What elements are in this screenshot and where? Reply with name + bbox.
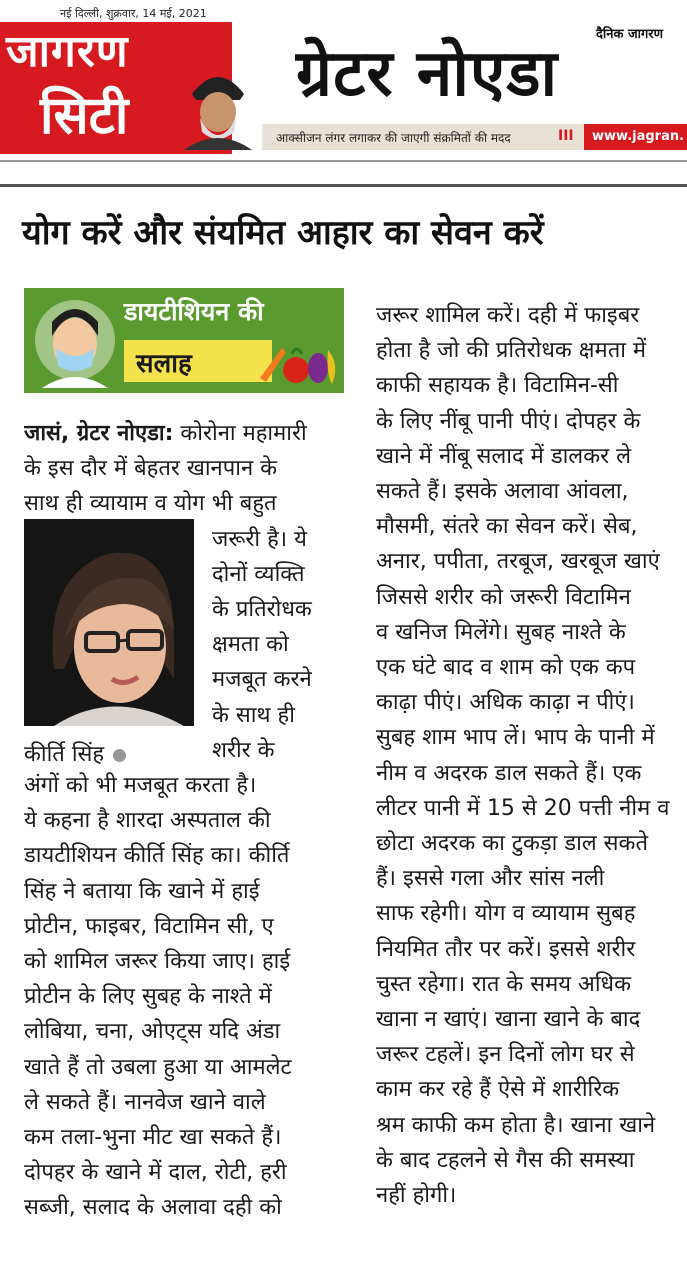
vegetables-icon xyxy=(252,334,342,390)
article-line: के लिए नींबू पानी पीएं। दोपहर के xyxy=(376,408,641,434)
article-line: श्रम काफी कम होता है। खाना खाने xyxy=(376,1112,656,1138)
article-line: अनार, पपीता, तरबूज, खरबूज खाएं xyxy=(376,549,660,575)
section-divider xyxy=(0,184,687,187)
badge-subtitle: सलाह xyxy=(136,349,192,379)
article-line: साफ रहेगी। योग व व्यायाम सुबह xyxy=(376,901,636,927)
article-line: खाते हैं तो उबला हुआ या आमलेट xyxy=(24,1054,292,1080)
article-line: प्रोटीन के लिए सुबह के नाश्ते में xyxy=(24,984,272,1010)
article-line: व खनिज मिलेंगे। सुबह नाश्ते के xyxy=(376,619,626,645)
article-line: जासं, ग्रेटर नोएडा: कोरोना महामारी xyxy=(24,421,307,446)
article-line: एक घंटे बाद व शाम को एक कप xyxy=(376,655,636,681)
article-line: लीटर पानी में 15 से 20 पत्ती नीम व xyxy=(376,795,670,821)
article-headline: योग करें और संयमित आहार का सेवन करें xyxy=(22,213,544,253)
article-line: सुबह शाम भाप लें। भाप के पानी में xyxy=(376,725,655,751)
article-line: ले सकते हैं। नानवेज खाने वाले xyxy=(24,1089,266,1115)
article-line: शरीर के xyxy=(212,737,275,763)
dateline: नई दिल्ली, शुक्रवार, 14 मई, 2021 xyxy=(60,7,207,20)
article-line: दोनों व्यक्ति xyxy=(212,561,305,587)
article-line: ये कहना है शारदा अस्पताल की xyxy=(24,808,271,834)
article-line: जिससे शरीर को जरूरी विटामिन xyxy=(376,584,631,610)
article-line: सिंह ने बताया कि खाने में हाई xyxy=(24,878,260,904)
columnist-portrait-icon xyxy=(178,60,258,150)
logo-line-2: सिटी xyxy=(40,86,129,146)
article-line: कम तला-भुना मीट खा सकते हैं। xyxy=(24,1125,282,1151)
article-line: दोपहर के खाने में दाल, रोटी, हरी xyxy=(24,1160,287,1186)
edition-title: ग्रेटर नोएडा xyxy=(296,37,559,111)
badge-title: डायटीशियन की xyxy=(124,297,264,326)
article-line: साथ ही व्यायाम व योग भी बहुत xyxy=(24,491,277,517)
article-line: अंगों को भी मजबूत करता है। xyxy=(24,773,257,799)
article-line: मजबूत करने xyxy=(212,667,312,693)
article-line: सकते हैं। इसके अलावा आंवला, xyxy=(376,479,629,505)
ticker-bar xyxy=(262,124,687,150)
ticker-marker: III xyxy=(558,128,574,144)
article-line: जरूर शामिल करें। दही में फाइबर xyxy=(376,303,640,328)
article-line: छोटा अदरक का टुकड़ा डाल सकते xyxy=(376,831,648,857)
article-line: के इस दौर में बेहतर खानपान के xyxy=(24,456,278,482)
masthead-divider xyxy=(0,160,687,162)
article-line: नीम व अदरक डाल सकते हैं। एक xyxy=(376,760,642,786)
article-line: खाने में नींबू सलाद में डालकर ले xyxy=(376,443,632,469)
article-line: होता है जो की प्रतिरोधक क्षमता में xyxy=(376,338,647,364)
article-column-left xyxy=(24,416,344,1226)
ticker-headline: आक्सीजन लंगर लगाकर की जाएगी संक्रमितों की मदद xyxy=(276,131,511,145)
masked-face-icon xyxy=(30,292,120,388)
article-line: नियमित तौर पर करें। इससे शरीर xyxy=(376,936,636,962)
article-line: के बाद टहलने से गैस की समस्या xyxy=(376,1147,635,1173)
article-line: जरूरी है। ये xyxy=(212,526,307,552)
article-line: लोबिया, चना, ओएट्स यदि अंडा xyxy=(24,1019,281,1045)
article-line: जरूर टहलें। इन दिनों लोग घर से xyxy=(376,1042,635,1068)
dietitian-advice-badge xyxy=(24,288,344,393)
article-byline: जासं, ग्रेटर नोएडा: xyxy=(24,421,174,446)
jagran-url[interactable]: www.jagran. xyxy=(584,124,687,150)
article-line: मौसमी, संतरे का सेवन करें। सेब, xyxy=(376,514,638,540)
article-line: सब्जी, सलाद के अलावा दही को xyxy=(24,1195,282,1221)
article-line: काफी सहायक है। विटामिन-सी xyxy=(376,373,619,399)
article-line: क्षमता को xyxy=(212,632,289,658)
article-line: के साथ ही xyxy=(212,702,295,728)
article-line: काढ़ा पीएं। अधिक काढ़ा न पीएं। xyxy=(376,690,635,716)
article-line: प्रोटीन, फाइबर, विटामिन सी, ए xyxy=(24,913,274,939)
dainik-jagran-brand: दैनिक जागरण xyxy=(595,27,663,42)
photo-caption-text: कीर्ति सिंह xyxy=(24,742,105,767)
article-line: को शामिल जरूर किया जाए। हाई xyxy=(24,949,291,975)
article-line: चुस्त रहेगा। रात के समय अधिक xyxy=(376,971,631,997)
article-line: काम कर रहे हैं ऐसे में शारीरिक xyxy=(376,1077,620,1103)
article-line: नहीं होगी। xyxy=(376,1183,457,1209)
article-line: खाना न खाएं। खाना खाने के बाद xyxy=(376,1007,641,1033)
logo-line-1: जागरण xyxy=(6,26,129,77)
article-column-right xyxy=(376,298,687,1213)
article-line: डायटीशियन कीर्ति सिंह का। कीर्ति xyxy=(24,843,290,869)
masthead xyxy=(0,0,687,160)
article-line: हैं। इससे गला और सांस नली xyxy=(376,866,605,892)
article-line: के प्रतिरोधक xyxy=(212,597,312,623)
